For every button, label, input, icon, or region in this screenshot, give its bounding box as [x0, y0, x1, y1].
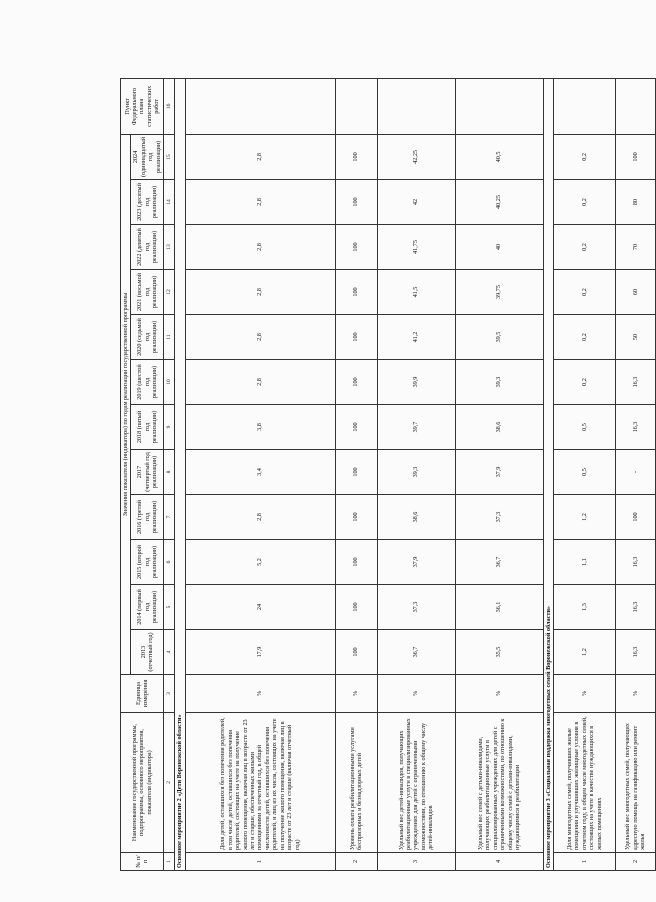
- header-no: № п/п: [121, 853, 164, 871]
- table-row: [377, 78, 455, 870]
- row-value: 100: [335, 405, 377, 450]
- header-source: Пункт Федерального плана статистических работ: [121, 78, 164, 134]
- row-value: 16,3: [616, 405, 656, 450]
- row-value: 40: [455, 225, 543, 270]
- row-value: 0,5: [554, 450, 616, 495]
- column-index: 7: [164, 495, 175, 540]
- row-value: 0,2: [554, 134, 616, 179]
- column-index: 9: [164, 405, 175, 450]
- header-values-group: Значения показателя (индикатора) по годам реализации государственной программы: [121, 134, 131, 674]
- row-value: 16,3: [616, 540, 656, 585]
- row-value: 41,5: [377, 270, 455, 315]
- row-value: 100: [616, 495, 656, 540]
- row-value: 39,7: [377, 405, 455, 450]
- header-name: Наименование государственной программы, подпрограммы, основного мероприятия, показателя (индикатора): [121, 713, 164, 853]
- row-value: 80: [616, 180, 656, 225]
- column-index: 2: [164, 713, 175, 853]
- row-source: [455, 78, 543, 134]
- row-value: 39,5: [455, 315, 543, 360]
- header-year: 2014 (первый год реализации): [131, 585, 164, 630]
- row-name: Доля детей, оставшихся без попечения родителей, в том числе детей, оставшихся без попечения родителей, состоящих на учете на получение жилого помещения, включая лиц в возрасте от 23 лет и старше, обеспеченных жилыми помещениями за отчетный год, в общей численности детей, оставшихся без попечения родителей, и лиц из их числа, состоящих на учете на получение жилого помещения, включая лиц в возрасте от 23 лет и старше (включая отчетный год): [185, 713, 335, 853]
- column-index: 1: [164, 853, 175, 871]
- section-title: Основное мероприятие 2 «Дети Воронежской области»: [175, 78, 185, 870]
- column-index-row: [164, 78, 175, 870]
- row-value: 2,8: [185, 495, 335, 540]
- row-value: 36,7: [455, 540, 543, 585]
- row-value: 2,8: [185, 315, 335, 360]
- indicator-table-rotated: [120, 79, 647, 871]
- row-no: 1: [554, 853, 616, 871]
- row-unit: %: [377, 675, 455, 713]
- section-row: [543, 78, 553, 870]
- row-value: 17,9: [185, 630, 335, 675]
- row-value: 40,25: [455, 180, 543, 225]
- row-value: 39,3: [377, 450, 455, 495]
- column-index: 13: [164, 225, 175, 270]
- row-value: 42,25: [377, 134, 455, 179]
- row-value: 60: [616, 270, 656, 315]
- row-value: 16,3: [616, 360, 656, 405]
- row-no: 2: [335, 853, 377, 871]
- header-year: 2020 (седьмой год реализации): [131, 315, 164, 360]
- row-value: 0,2: [554, 315, 616, 360]
- row-source: [554, 78, 616, 134]
- header-year: 2015 (второй год реализации): [131, 540, 164, 585]
- row-value: 36,7: [377, 630, 455, 675]
- row-unit: %: [455, 675, 543, 713]
- row-no: 2: [616, 853, 656, 871]
- row-value: 100: [335, 540, 377, 585]
- header-year: 2024 (одиннадцатый год реализации): [131, 134, 164, 179]
- row-value: 100: [616, 134, 656, 179]
- row-value: 1,2: [554, 495, 616, 540]
- column-index: 10: [164, 360, 175, 405]
- row-value: 0,2: [554, 360, 616, 405]
- header-year: 2019 (шестой год реализации): [131, 360, 164, 405]
- column-index: 16: [164, 78, 175, 134]
- row-name: Удельный вес семей с детьми-инвалидами, получающих реабилитационные услуги в специализированных учреждениях для детей с ограниченными возможностями, по отношению к общему числу семей с детьми-инвалидами, нуждающимися в реабилитации: [455, 713, 543, 853]
- section-title: Основное мероприятие 3 «Социальная поддержка многодетных семей Воронежской области»: [543, 78, 553, 870]
- column-index: 12: [164, 270, 175, 315]
- row-value: 39,75: [455, 270, 543, 315]
- row-value: 38,6: [455, 405, 543, 450]
- row-value: 40,5: [455, 134, 543, 179]
- table-row: [616, 78, 656, 870]
- row-no: 4: [455, 853, 543, 871]
- row-unit: %: [185, 675, 335, 713]
- row-value: 0,5: [554, 405, 616, 450]
- table-row: [455, 78, 543, 870]
- indicator-table: [120, 78, 656, 871]
- row-source: [616, 78, 656, 134]
- table-row: [335, 78, 377, 870]
- row-source: [377, 78, 455, 134]
- row-value: 100: [335, 585, 377, 630]
- column-index: 15: [164, 134, 175, 179]
- row-value: 16,3: [616, 630, 656, 675]
- row-value: 1,3: [554, 585, 616, 630]
- header-year: 2018 (пятый год реализации): [131, 405, 164, 450]
- column-index: 4: [164, 630, 175, 675]
- row-value: 3,8: [185, 405, 335, 450]
- row-value: 0,2: [554, 225, 616, 270]
- row-value: 100: [335, 495, 377, 540]
- row-value: 0,2: [554, 180, 616, 225]
- row-value: 100: [335, 630, 377, 675]
- row-value: 2,8: [185, 270, 335, 315]
- column-index: 14: [164, 180, 175, 225]
- header-year: 2016 (третий год реализации): [131, 495, 164, 540]
- row-value: 36,1: [455, 585, 543, 630]
- row-value: 100: [335, 450, 377, 495]
- column-index: 5: [164, 585, 175, 630]
- row-source: [185, 78, 335, 134]
- row-value: 50: [616, 315, 656, 360]
- row-value: 2,8: [185, 180, 335, 225]
- row-source: [335, 78, 377, 134]
- row-value: 1,2: [554, 630, 616, 675]
- header-unit: Единица измерения: [121, 675, 164, 713]
- row-value: 0,2: [554, 270, 616, 315]
- header-year: 2023 (десятый год реализации): [131, 180, 164, 225]
- row-unit: %: [616, 675, 656, 713]
- row-value: 42: [377, 180, 455, 225]
- row-value: 24: [185, 585, 335, 630]
- row-name: Удельный вес многодетных семей, получающих адресную помощь на газификацию или ремонт жилья: [616, 713, 656, 853]
- row-value: 38,6: [377, 495, 455, 540]
- row-value: 100: [335, 180, 377, 225]
- header-year: 2021 (восьмой год реализации): [131, 270, 164, 315]
- column-index: 11: [164, 315, 175, 360]
- header-year: 2013 (отчетный год): [131, 630, 164, 675]
- row-value: 37,9: [377, 540, 455, 585]
- table-row: [554, 78, 616, 870]
- row-value: 5,2: [185, 540, 335, 585]
- column-index: 3: [164, 675, 175, 713]
- row-no: 1: [185, 853, 335, 871]
- row-name: Удельный вес детей-инвалидов, получающих реабилитационные услуги в специализированных учреждениях для детей с ограниченными возможностями, по отношению к общему числу детей-инвалидов: [377, 713, 455, 853]
- row-value: 39,9: [377, 360, 455, 405]
- row-value: 1,1: [554, 540, 616, 585]
- row-value: 37,3: [377, 585, 455, 630]
- row-name: Доля многодетных семей, получивших жилые помещения и улучшивших жилищные условия в отчетном году, в общем числе многодетных семей, состоящих на учете в качестве нуждающихся в жилых помещениях: [554, 713, 616, 853]
- row-value: 100: [335, 134, 377, 179]
- column-index: 6: [164, 540, 175, 585]
- row-value: 37,9: [455, 450, 543, 495]
- row-value: 2,8: [185, 360, 335, 405]
- row-no: 3: [377, 853, 455, 871]
- row-value: 2,8: [185, 134, 335, 179]
- section-row: [175, 78, 185, 870]
- row-value: -: [616, 450, 656, 495]
- row-unit: %: [554, 675, 616, 713]
- row-value: 3,4: [185, 450, 335, 495]
- row-value: 100: [335, 225, 377, 270]
- header-row-1: [121, 78, 131, 870]
- row-value: 35,5: [455, 630, 543, 675]
- row-value: 41,2: [377, 315, 455, 360]
- header-year: 2022 (девятый год реализации): [131, 225, 164, 270]
- row-value: 37,3: [455, 495, 543, 540]
- row-value: 39,3: [455, 360, 543, 405]
- row-value: 16,3: [616, 585, 656, 630]
- row-value: 2,8: [185, 225, 335, 270]
- row-unit: %: [335, 675, 377, 713]
- header-year: 2017 (четвертый год реализации): [131, 450, 164, 495]
- row-value: 100: [335, 270, 377, 315]
- row-value: 100: [335, 360, 377, 405]
- row-value: 100: [335, 315, 377, 360]
- row-value: 41,75: [377, 225, 455, 270]
- row-name: Уровень охвата реабилитационными услугами беспризорных и безнадзорных детей: [335, 713, 377, 853]
- table-row: [185, 78, 335, 870]
- column-index: 8: [164, 450, 175, 495]
- row-value: 70: [616, 225, 656, 270]
